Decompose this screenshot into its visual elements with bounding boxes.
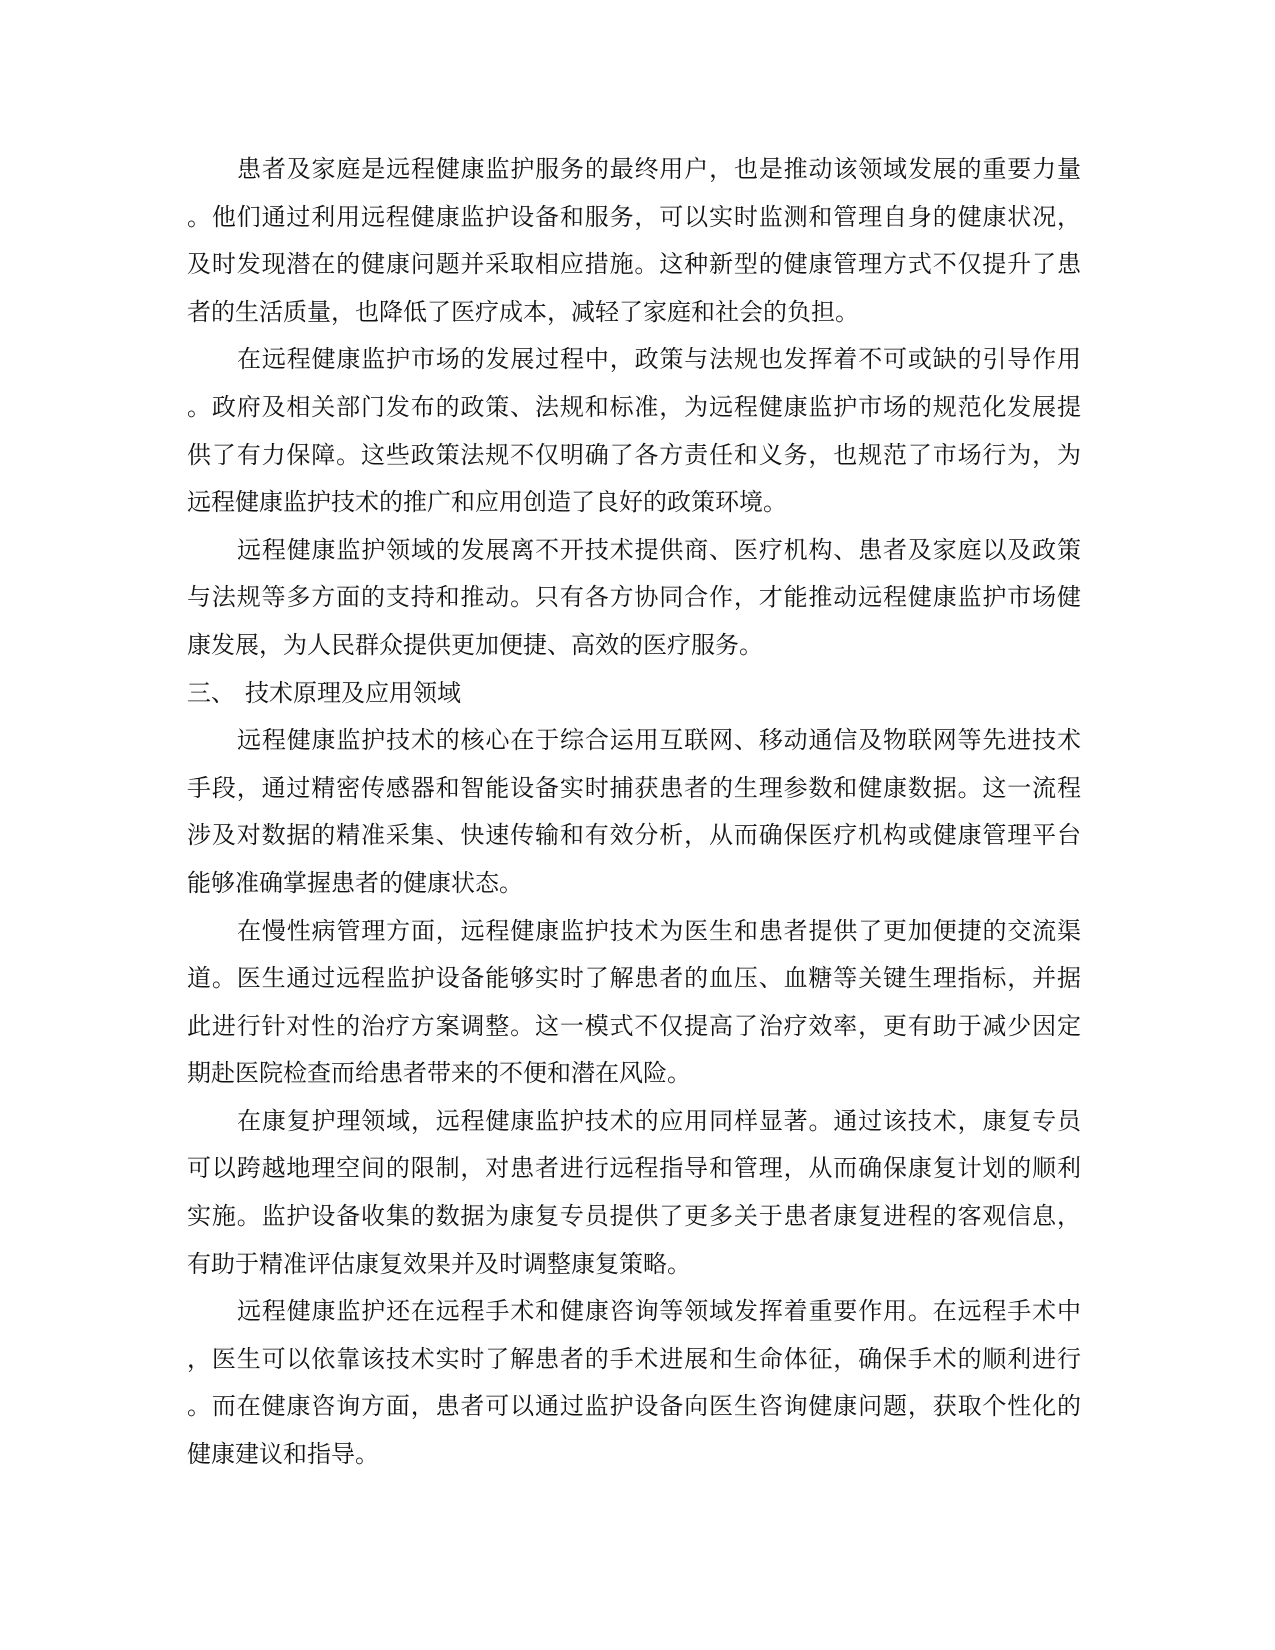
text-line: 可以跨越地理空间的限制，对患者进行远程指导和管理，从而确保康复计划的顺利	[187, 1154, 1081, 1183]
text-line: 涉及对数据的精准采集、快速传输和有效分析，从而确保医疗机构或健康管理平台	[187, 821, 1081, 850]
section-heading	[187, 670, 1081, 718]
paragraph	[187, 146, 1081, 336]
text-line: 实施。监护设备收集的数据为康复专员提供了更多关于患者康复进程的客观信息，	[187, 1202, 1081, 1231]
text-line: 。而在健康咨询方面，患者可以通过监护设备向医生咨询健康问题，获取个性化的	[187, 1392, 1081, 1421]
text-line: 在慢性病管理方面，远程健康监护技术为医生和患者提供了更加便捷的交流渠	[237, 916, 1081, 945]
text-line: 能够准确掌握患者的健康状态。	[187, 868, 523, 897]
paragraph	[187, 336, 1081, 526]
text-line: 有助于精准评估康复效果并及时调整康复策略。	[187, 1249, 691, 1278]
paragraph	[187, 717, 1081, 907]
text-line: 道。医生通过远程监护设备能够实时了解患者的血压、血糖等关键生理指标，并据	[187, 964, 1081, 993]
text-line: 。政府及相关部门发布的政策、法规和标准，为远程健康监护市场的规范化发展提	[187, 392, 1081, 421]
text-line: 此进行针对性的治疗方案调整。这一模式不仅提高了治疗效率，更有助于减少因定	[187, 1011, 1081, 1040]
text-line: ，医生可以依靠该技术实时了解患者的手术进展和生命体征，确保手术的顺利进行	[187, 1344, 1081, 1373]
text-line: 远程健康监护技术的推广和应用创造了良好的政策环境。	[187, 488, 787, 517]
text-line: 远程健康监护技术的核心在于综合运用互联网、移动通信及物联网等先进技术	[237, 726, 1081, 755]
text-line: 远程健康监护领域的发展离不开技术提供商、医疗机构、患者及家庭以及政策	[237, 535, 1081, 564]
text-line: 者的生活质量，也降低了医疗成本，减轻了家庭和社会的负担。	[187, 297, 859, 326]
text-line: 远程健康监护还在远程手术和健康咨询等领域发挥着重要作用。在远程手术中	[237, 1297, 1081, 1326]
paragraph	[187, 527, 1081, 670]
text-line: 供了有力保障。这些政策法规不仅明确了各方责任和义务，也规范了市场行为，为	[187, 440, 1081, 469]
text-line: 康发展，为人民群众提供更加便捷、高效的医疗服务。	[187, 630, 763, 659]
text-line: 患者及家庭是远程健康监护服务的最终用户，也是推动该领域发展的重要力量	[237, 155, 1081, 183]
paragraph	[187, 1098, 1081, 1288]
document-body	[187, 146, 1081, 1479]
paragraph	[187, 1288, 1081, 1478]
text-line: 期赴医院检查而给患者带来的不便和潜在风险。	[187, 1059, 691, 1088]
text-line: 手段，通过精密传感器和智能设备实时捕获患者的生理参数和健康数据。这一流程	[187, 773, 1081, 802]
paragraph	[187, 908, 1081, 1098]
text-line: 健康建议和指导。	[187, 1440, 379, 1469]
text-line: 在康复护理领域，远程健康监护技术的应用同样显著。通过该技术，康复专员	[237, 1106, 1081, 1135]
text-line: 及时发现潜在的健康问题并采取相应措施。这种新型的健康管理方式不仅提升了患	[187, 250, 1081, 279]
section-title: 技术原理及应用领域	[245, 678, 461, 707]
section-number: 三、	[187, 678, 235, 707]
text-line: 。他们通过利用远程健康监护设备和服务，可以实时监测和管理自身的健康状况，	[187, 202, 1081, 231]
text-line: 与法规等多方面的支持和推动。只有各方协同合作，才能推动远程健康监护市场健	[187, 583, 1081, 612]
text-line: 在远程健康监护市场的发展过程中，政策与法规也发挥着不可或缺的引导作用	[237, 345, 1081, 374]
